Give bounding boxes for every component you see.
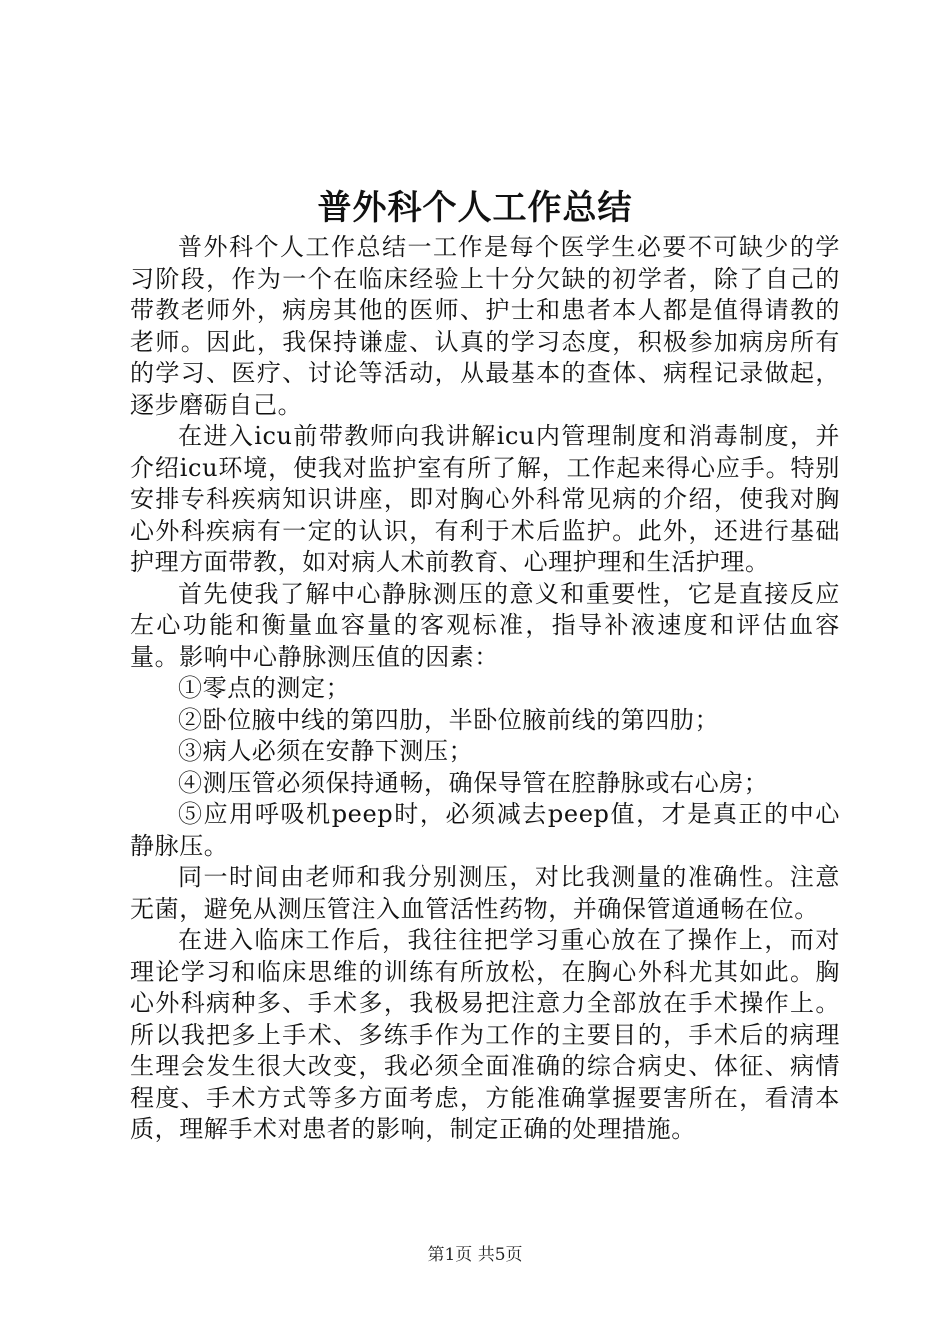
paragraph-icu: 在进入icu前带教师向我讲解icu内管理制度和消毒制度，并介绍icu环境，使我对监护室有所了解，工作起来得心应手。特别安排专科疾病知识讲座，即对胸心外科常见病的介绍，使我对胸心外科疾病有一定的认识，有利于术后监护。此外，还进行基础护理方面带教，如对病人术前教育、心理护理和生活护理。 bbox=[130, 422, 840, 576]
list-item-1: ①零点的测定； bbox=[178, 674, 351, 702]
list-item-4: ④测压管必须保持通畅，确保导管在腔静脉或右心房； bbox=[178, 768, 769, 797]
list-item-2: ②卧位腋中线的第四肋，半卧位腋前线的第四肋； bbox=[178, 705, 720, 734]
paragraph-measurement: 同一时间由老师和我分别测压，对比我测量的准确性。注意无菌，避免从测压管注入血管活性药物，并确保管道通畅在位。 bbox=[130, 863, 840, 923]
list-item-5: ⑤应用呼吸机peep时，必须减去peep值，才是真正的中心静脉压。 bbox=[130, 800, 840, 860]
paragraph-cvp: 首先使我了解中心静脉测压的意义和重要性，它是直接反应左心功能和衡量血容量的客观标准，指导补液速度和评估血容量。影响中心静脉测压值的因素： bbox=[130, 579, 840, 671]
page-footer: 第1页 共5页 bbox=[427, 1245, 523, 1265]
paragraph-intro: 普外科个人工作总结一工作是每个医学生必要不可缺少的学习阶段，作为一个在临床经验上十分欠缺的初学者，除了自己的带教老师外，病房其他的医师、护士和患者本人都是值得请教的老师。因此，我保持谦虚、认真的学习态度，积极参加病房所有的学习、医疗、讨论等活动，从最基本的查体、病程记录做起，逐步磨砺自己。 bbox=[130, 233, 840, 419]
list-item-3: ③病人必须在安静下测压； bbox=[178, 737, 474, 765]
paragraph-clinical: 在进入临床工作后，我往往把学习重心放在了操作上，而对理论学习和临床思维的训练有所放松，在胸心外科尤其如此。胸心外科病种多、手术多，我极易把注意力全部放在手术操作上。所以我把多上手术、多练手作为工作的主要目的，手术后的病理生理会发生很大改变，我必须全面准确的综合病史、体征、病情程度、手术方式等多方面考虑，方能准确掌握要害所在，看清本质，理解手术对患者的影响，制定正确的处理措施。 bbox=[130, 926, 840, 1143]
document-title: 普外科个人工作总结 bbox=[317, 188, 633, 228]
document-body bbox=[130, 232, 840, 1146]
